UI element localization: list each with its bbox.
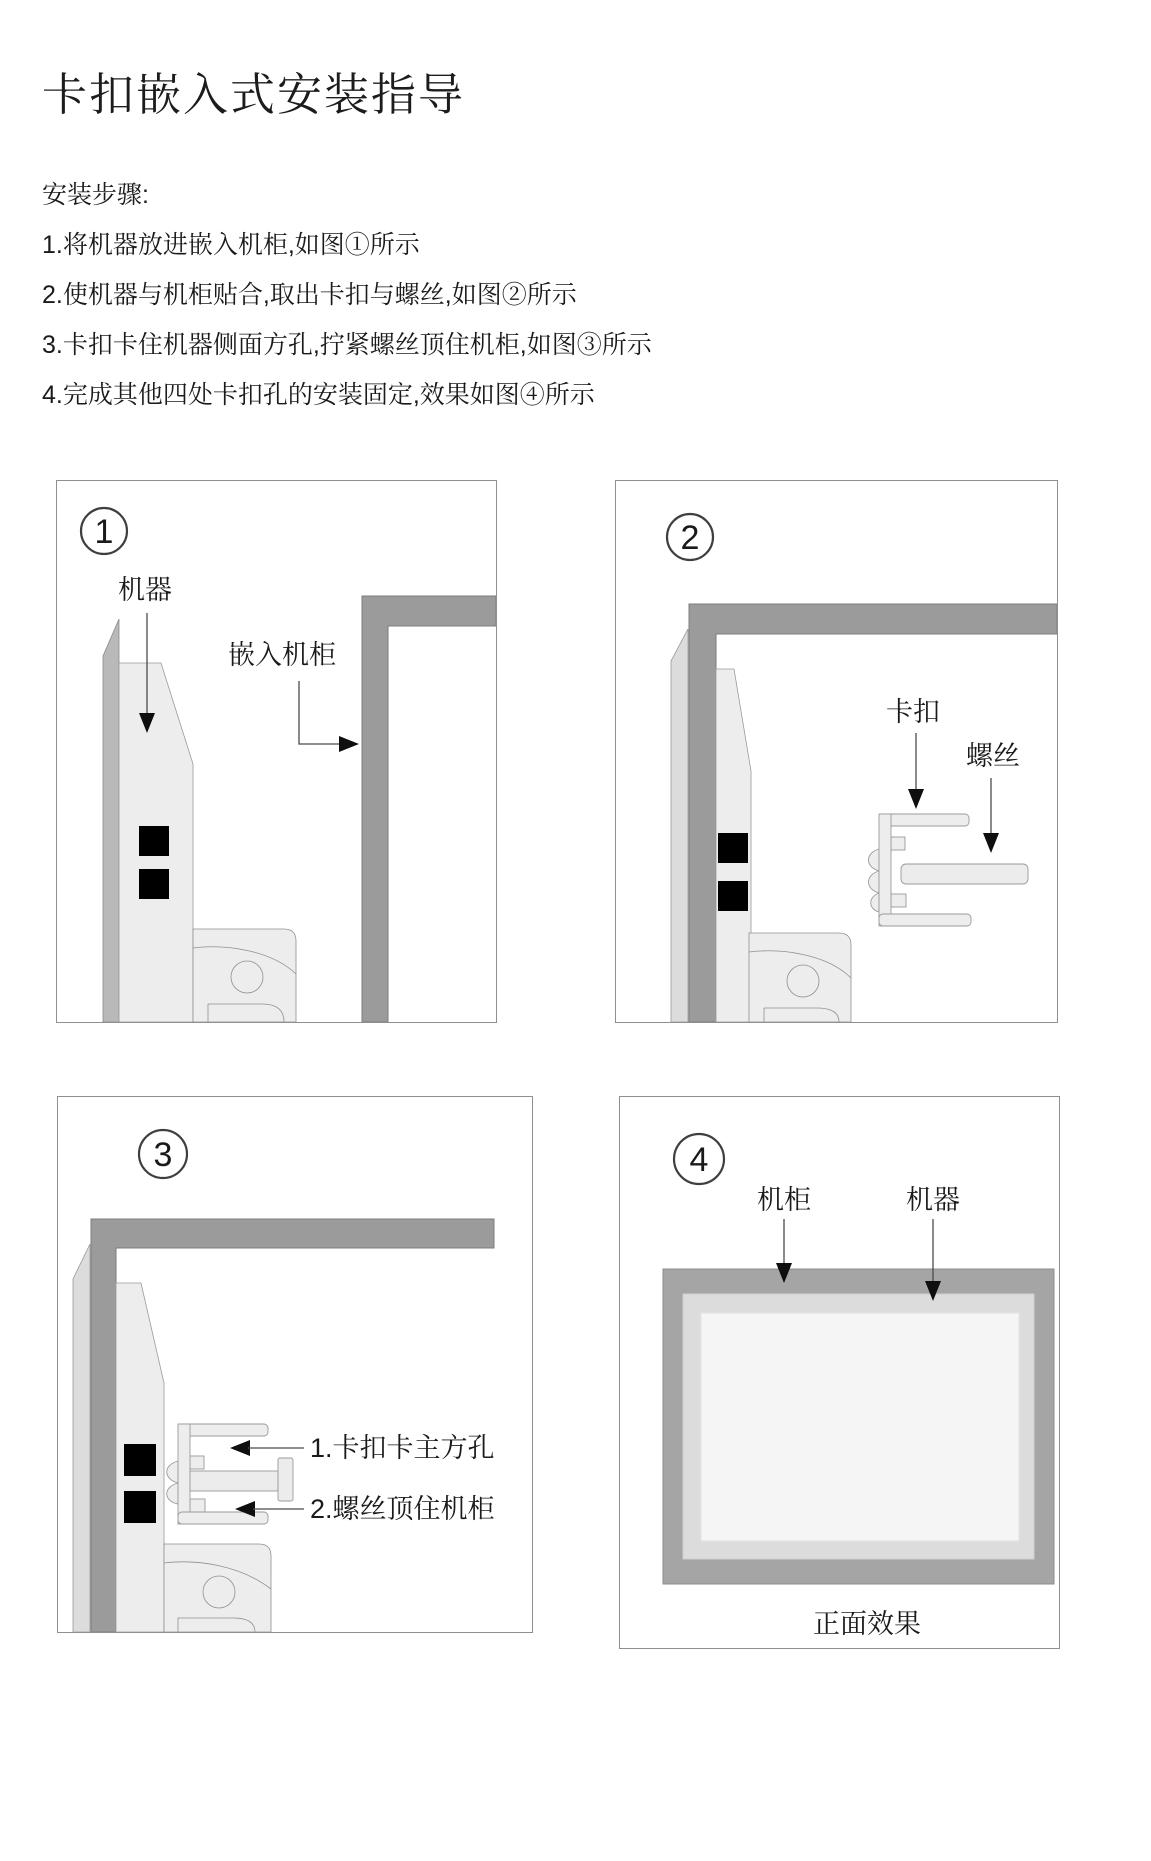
square-hole-bottom	[139, 869, 169, 899]
foot-slot	[764, 1008, 839, 1022]
foot-hole	[787, 965, 819, 997]
machine-front-edge	[103, 619, 119, 1022]
step-number: 4	[689, 1141, 709, 1179]
step-number: 1	[94, 513, 114, 551]
clip-label: 卡扣	[886, 697, 940, 727]
machine-screen-front	[701, 1313, 1019, 1541]
figure-1-drawing	[57, 481, 496, 1022]
clip-note-label: 1.卡扣卡主方孔	[310, 1433, 495, 1463]
cabinet-label: 机柜	[757, 1185, 811, 1215]
figure-panel-3	[57, 1096, 533, 1633]
clip-back-bar	[178, 1424, 190, 1524]
elbow-arrow-icon	[299, 681, 341, 744]
screw-note-label: 2.螺丝顶住机柜	[310, 1494, 495, 1524]
figure-4-drawing	[620, 1097, 1059, 1648]
machine-front-edge	[671, 629, 688, 1022]
foot-slot	[178, 1618, 255, 1632]
step-line-1: 1.将机器放进嵌入机柜,如图①所示	[42, 231, 420, 259]
cabinet-wall	[362, 596, 496, 1022]
square-hole-top	[139, 826, 169, 856]
step-number: 2	[680, 519, 700, 557]
left-arrowhead-icon	[230, 1440, 250, 1456]
foot-hole	[231, 961, 263, 993]
down-arrowhead-icon	[983, 833, 999, 853]
clip-tab-bottom	[190, 1499, 205, 1512]
square-hole-bottom	[124, 1491, 156, 1523]
screw-shaft	[190, 1471, 278, 1491]
right-arrowhead-icon	[339, 736, 359, 752]
clip-top-arm	[879, 814, 969, 826]
clip-tab-bottom	[891, 894, 906, 907]
steps-heading: 安装步骤:	[42, 181, 149, 209]
step-line-2: 2.使机器与机柜贴合,取出卡扣与螺丝,如图②所示	[42, 281, 577, 309]
machine-label: 机器	[118, 575, 172, 605]
front-view-caption: 正面效果	[813, 1609, 921, 1639]
page-title: 卡扣嵌入式安装指导	[42, 69, 466, 120]
step-line-4: 4.完成其他四处卡扣孔的安装固定,效果如图④所示	[42, 381, 595, 409]
figure-panel-1	[56, 480, 497, 1023]
figure-panel-4	[619, 1096, 1060, 1649]
step-number: 3	[153, 1136, 173, 1174]
figure-panel-2	[615, 480, 1058, 1023]
step-line-3: 3.卡扣卡住机器侧面方孔,拧紧螺丝顶住机柜,如图③所示	[42, 331, 652, 359]
figure-3-drawing	[58, 1097, 532, 1632]
figure-2-drawing	[616, 481, 1057, 1022]
clip-tab-top	[190, 1456, 204, 1469]
screw-label: 螺丝	[966, 741, 1020, 771]
clip-spring-fingers	[869, 849, 880, 912]
square-hole-top	[718, 833, 748, 863]
screw-head	[278, 1458, 293, 1501]
clip-top-arm	[178, 1424, 268, 1436]
machine-front-edge	[73, 1244, 90, 1632]
screw	[901, 864, 1028, 884]
clip-tab-top	[891, 837, 905, 850]
clip-spring-fingers	[167, 1461, 178, 1504]
cabinet-label: 嵌入机柜	[228, 640, 336, 670]
square-hole-bottom	[718, 881, 748, 911]
foot-slot	[208, 1004, 284, 1022]
installation-steps	[42, 170, 652, 420]
down-arrowhead-icon	[908, 789, 924, 809]
foot-hole	[203, 1576, 235, 1608]
clip-back-bar	[879, 814, 891, 926]
square-hole-top	[124, 1444, 156, 1476]
machine-label: 机器	[906, 1185, 960, 1215]
clip-bottom-arm	[879, 914, 971, 926]
